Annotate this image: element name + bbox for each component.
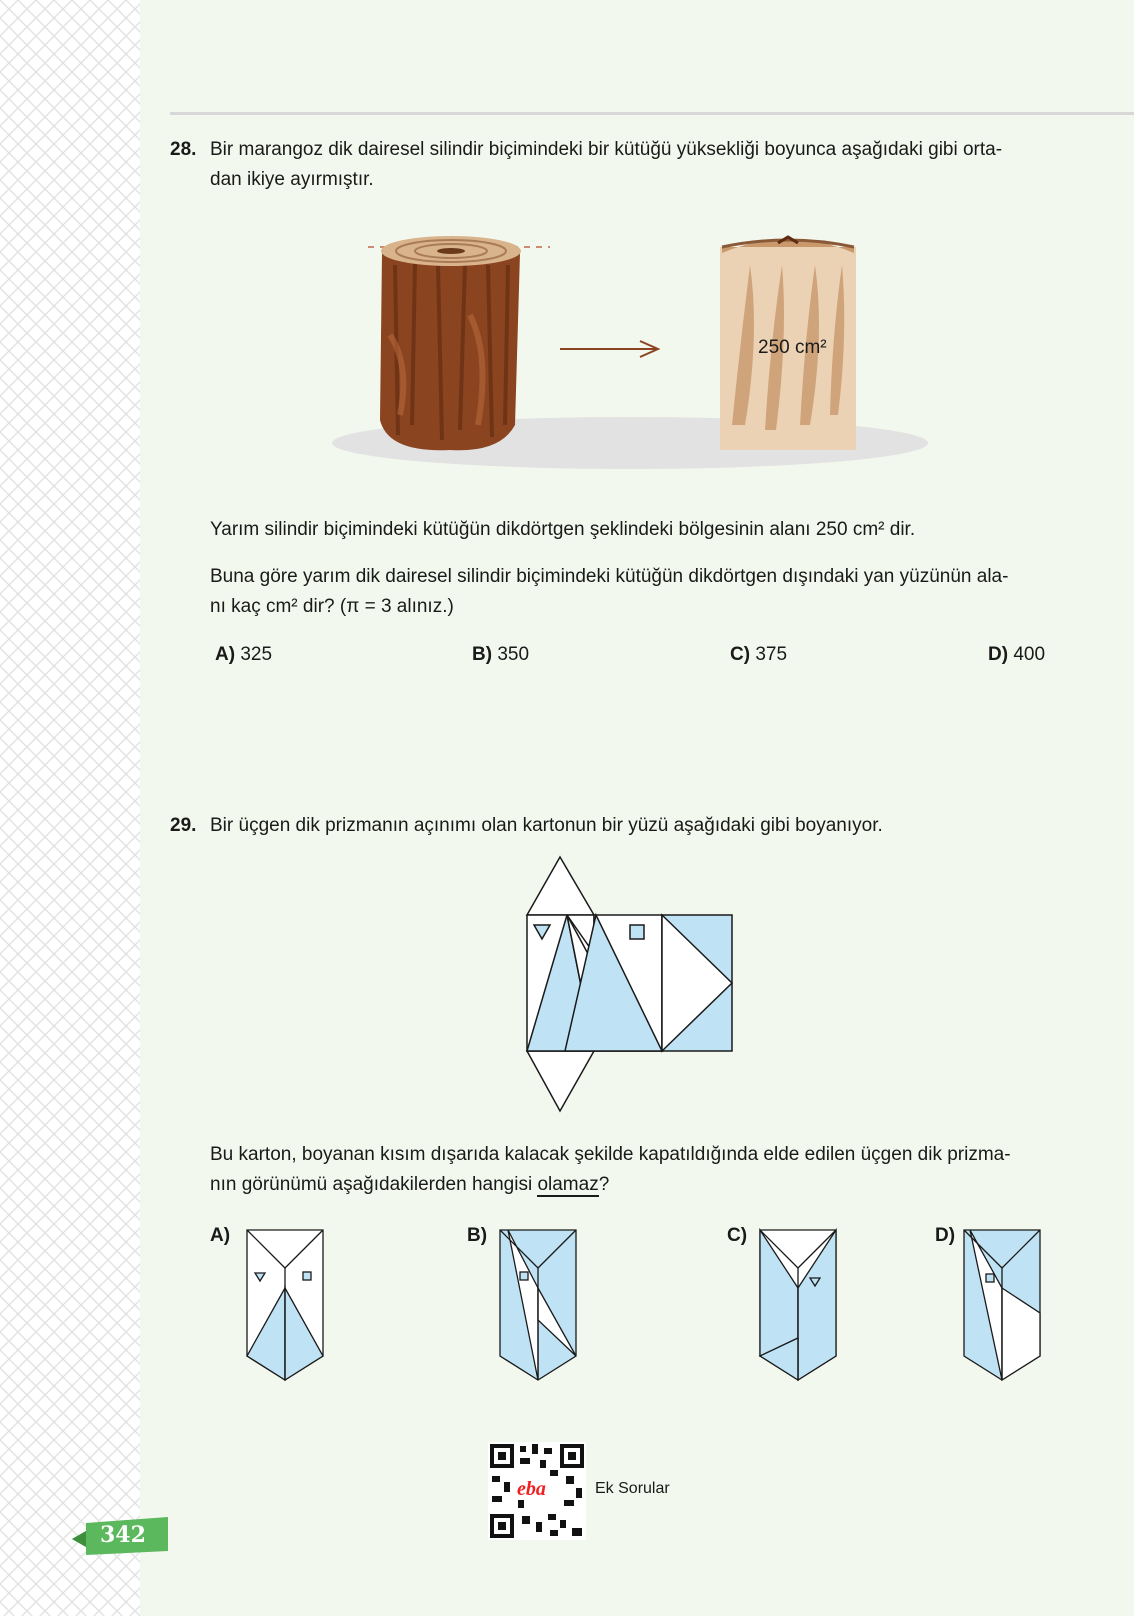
option-letter: B) [467, 1225, 488, 1246]
area-label: 250 cm² [758, 337, 827, 358]
q29-option-b-label[interactable] [467, 1225, 487, 1247]
q28-option-d[interactable] [988, 644, 1045, 666]
q29-question2 [210, 1170, 609, 1200]
option-letter: B) [472, 644, 493, 665]
q29-option-c-prism[interactable] [758, 1228, 838, 1383]
crosshatch-pattern [0, 0, 140, 1616]
option-letter: D) [935, 1225, 956, 1246]
q29-option-a-prism[interactable] [245, 1228, 325, 1383]
log-figure [320, 225, 940, 480]
option-letter: C) [730, 644, 751, 665]
q28-option-b[interactable] [472, 644, 529, 666]
ek-sorular-label: Ek Sorular [595, 1480, 670, 1497]
page-number: 342 [100, 1522, 146, 1548]
q28-question1: Buna göre yarım dik dairesel silindir biçimindeki kütüğün dikdörtgen dışındaki yan yüzünün ala- [210, 566, 1009, 587]
q29-question2-text: nın görünümü aşağıdakilerden hangisi [210, 1174, 538, 1195]
option-letter: D) [988, 644, 1009, 665]
q28-line1: Bir marangoz dik dairesel silindir biçimindeki bir kütüğü yüksekliği boyunca aşağıdaki gibi orta- [210, 139, 1003, 160]
option-letter: C) [727, 1225, 748, 1246]
q29-option-b-prism[interactable] [498, 1228, 578, 1383]
q29-option-d-prism[interactable] [962, 1228, 1042, 1383]
option-value: 400 [1013, 644, 1046, 665]
page-number-badge [72, 1517, 168, 1555]
full-log-icon [380, 236, 521, 450]
top-divider [170, 112, 1134, 115]
option-letter: A) [210, 1225, 231, 1246]
q29-number: 29. [170, 815, 197, 836]
q28-number: 28. [170, 139, 197, 160]
q29-olamaz-emphasis: olamaz [537, 1174, 599, 1195]
q28-question2: nı kaç cm² dir? (π = 3 alınız.) [210, 596, 454, 617]
bottom-triangle [527, 1051, 594, 1111]
side-pattern-strip [0, 0, 140, 1616]
eba-logo: eba [517, 1478, 546, 1500]
option-value: 350 [497, 644, 530, 665]
small-square-mark [630, 925, 644, 939]
q29-question-mark: ? [598, 1174, 610, 1195]
q29-line1: Bir üçgen dik prizmanın açınımı olan kartonun bir yüzü aşağıdaki gibi boyanıyor. [210, 815, 883, 836]
arrow-right-icon [560, 341, 658, 357]
option-value: 375 [755, 644, 788, 665]
q28-line2: dan ikiye ayırmıştır. [210, 169, 374, 190]
q28-option-a[interactable] [215, 644, 272, 666]
q28-info: Yarım silindir biçimindeki kütüğün dikdörtgen şeklindeki bölgesinin alanı 250 cm² dir. [210, 519, 916, 540]
q29-question1: Bu karton, boyanan kısım dışarıda kalacak şekilde kapatıldığında elde edilen üçgen dik prizma- [210, 1144, 1011, 1165]
option-value: 325 [240, 644, 273, 665]
q28-option-c[interactable] [730, 644, 787, 666]
q29-option-d-label[interactable] [935, 1225, 955, 1247]
top-triangle [527, 857, 594, 915]
prism-net-diagram [520, 855, 740, 1115]
option-letter: A) [215, 644, 236, 665]
q29-option-a-label[interactable] [210, 1225, 230, 1247]
q29-option-c-label[interactable] [727, 1225, 747, 1247]
